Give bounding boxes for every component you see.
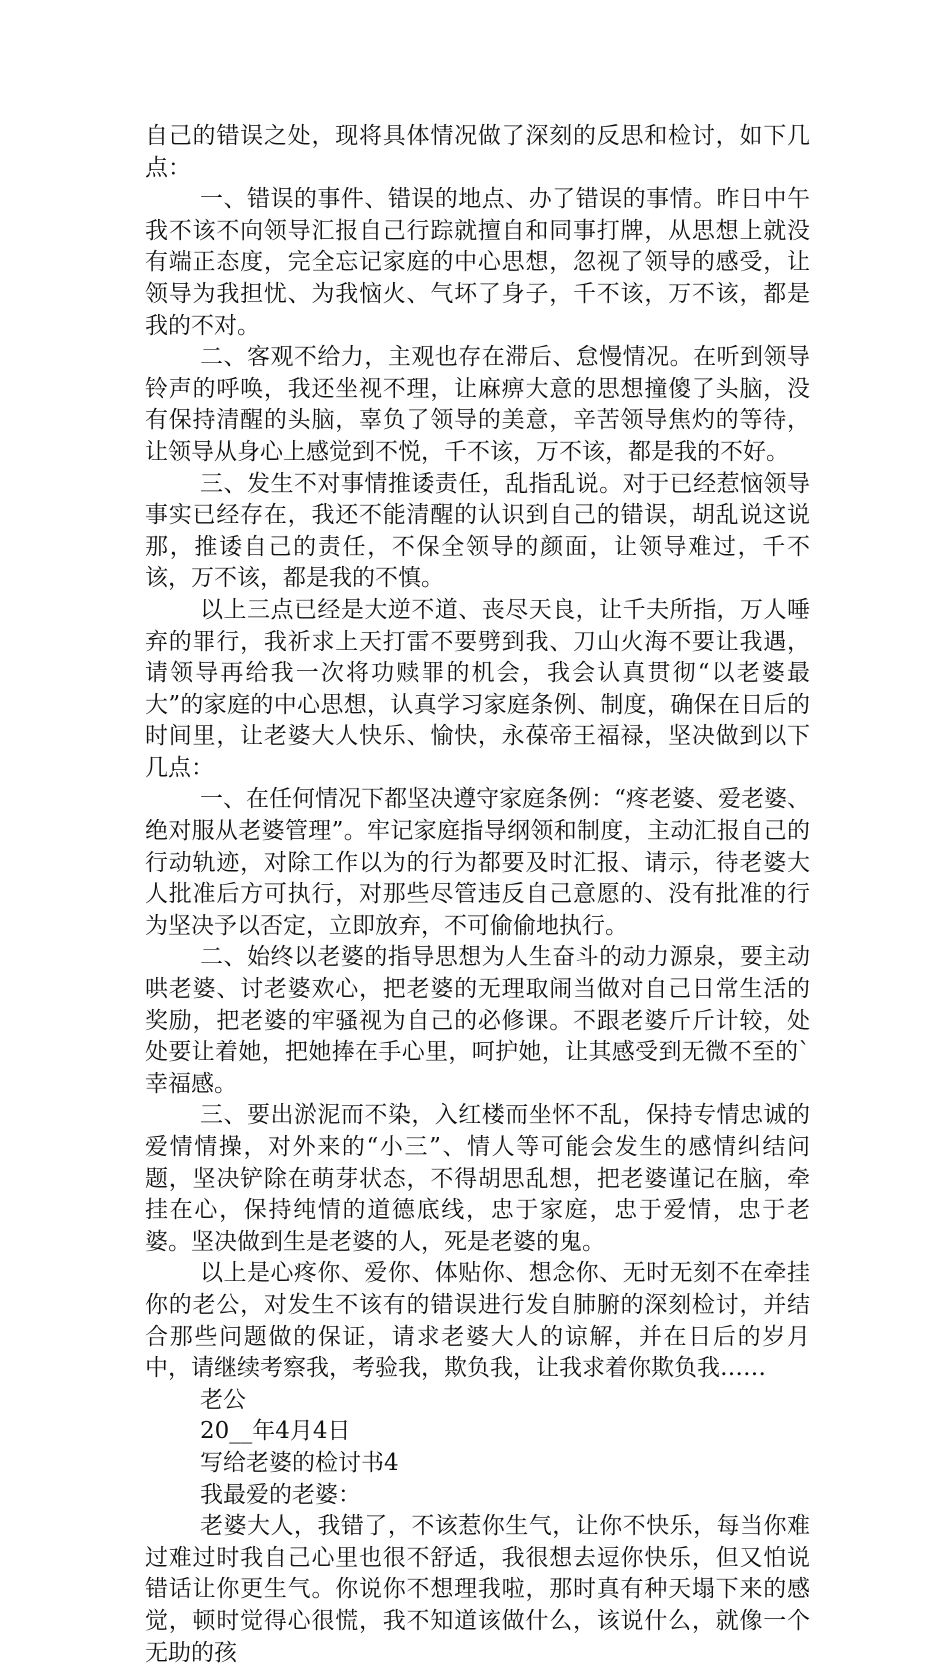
paragraph-summary: 以上三点已经是大逆不道、丧尽天良，让千夫所指，万人唾弃的罪行，我祈求上天打雷不要劈到我、刀山火海不要让我遇，请领导再给我一次将功赎罪的机会，我会认真贯彻“以老婆最大”的家庭的中心思想，认真学习家庭条例、制度，确保在日后的时间里，让老婆大人快乐、愉快，永葆帝王福禄，坚决做到以下几点：: [145, 596, 810, 781]
section-title: 写给老婆的检讨书4: [200, 1449, 399, 1476]
salutation: 我最爱的老婆：: [200, 1481, 361, 1508]
paragraph-mistake-1: 一、错误的事件、错误的地点、办了错误的事情。昨日中午我不该不向领导汇报自己行踪就擅自和同事打牌，从思想上就没有端正态度，完全忘记家庭的中心思想，忽视了领导的感受，让领导为我担忧、为我恼火、气坏了身子，千不该，万不该，都是我的不对。: [145, 186, 810, 339]
paragraph-promise-2: 二、始终以老婆的指导思想为人生奋斗的动力源泉，要主动哄老婆、讨老婆欢心，把老婆的无理取闹当做对自己日常生活的奖励，把老婆的牢骚视为自己的必修课。不跟老婆斤斤计较，处处要让着她，把她捧在手心里，呵护她，让其感受到无微不至的`幸福感。: [145, 944, 810, 1097]
document-body: [145, 121, 810, 1669]
signature: 老公: [200, 1386, 246, 1413]
paragraph-mistake-3: 三、发生不对事情推诿责任，乱指乱说。对于已经惹恼领导事实已经存在，我还不能清醒的认识到自己的错误，胡乱说这说那，推诿自己的责任，不保全领导的颜面，让领导难过，千不该，万不该，都是我的不慎。: [145, 470, 810, 592]
paragraph-letter-4-body: 老婆大人，我错了，不该惹你生气，让你不快乐，每当你难过难过时我自己心里也很不舒适，我很想去逗你快乐，但又怕说错话让你更生气。你说你不想理我啦，那时真有种天塌下来的感觉，顿时觉得心很慌，我不知道该做什么，该说什么，就像一个无助的孩: [145, 1513, 810, 1666]
paragraph-promise-1: 一、在任何情况下都坚决遵守家庭条例：“疼老婆、爱老婆、绝对服从老婆管理”。牢记家庭指导纲领和制度，主动汇报自己的行动轨迹，对除工作以为的行为都要及时汇报、请示，待老婆大人批准后方可执行，对那些尽管违反自己意愿的、没有批准的行为坚决予以否定，立即放弃，不可偷偷地执行。: [145, 786, 810, 939]
paragraph-promise-3: 三、要出淤泥而不染，入红楼而坐怀不乱，保持专情忠诚的爱情情操，对外来的“小三”、情人等可能会发生的感情纠结问题，坚决铲除在萌芽状态，不得胡思乱想，把老婆谨记在脑，牵挂在心，保持纯情的道德底线，忠于家庭，忠于爱情，忠于老婆。坚决做到生是老婆的人，死是老婆的鬼。: [145, 1102, 810, 1255]
date-line: 20__年4月4日: [200, 1418, 351, 1445]
paragraph-intro-continuation: 自己的错误之处，现将具体情况做了深刻的反思和检讨，如下几点：: [145, 123, 810, 181]
paragraph-conclusion: 以上是心疼你、爱你、体贴你、想念你、无时无刻不在牵挂你的老公，对发生不该有的错误进行发自肺腑的深刻检讨，并结合那些问题做的保证，请求老婆大人的谅解，并在日后的岁月中，请继续考察我，考验我，欺负我，让我求着你欺负我……: [145, 1260, 810, 1382]
paragraph-mistake-2: 二、客观不给力，主观也存在滞后、怠慢情况。在听到领导铃声的呼唤，我还坐视不理，让麻痹大意的思想撞傻了头脑，没有保持清醒的头脑，辜负了领导的美意，辛苦领导焦灼的等待，让领导从身心上感觉到不悦，千不该，万不该，都是我的不好。: [145, 344, 810, 465]
